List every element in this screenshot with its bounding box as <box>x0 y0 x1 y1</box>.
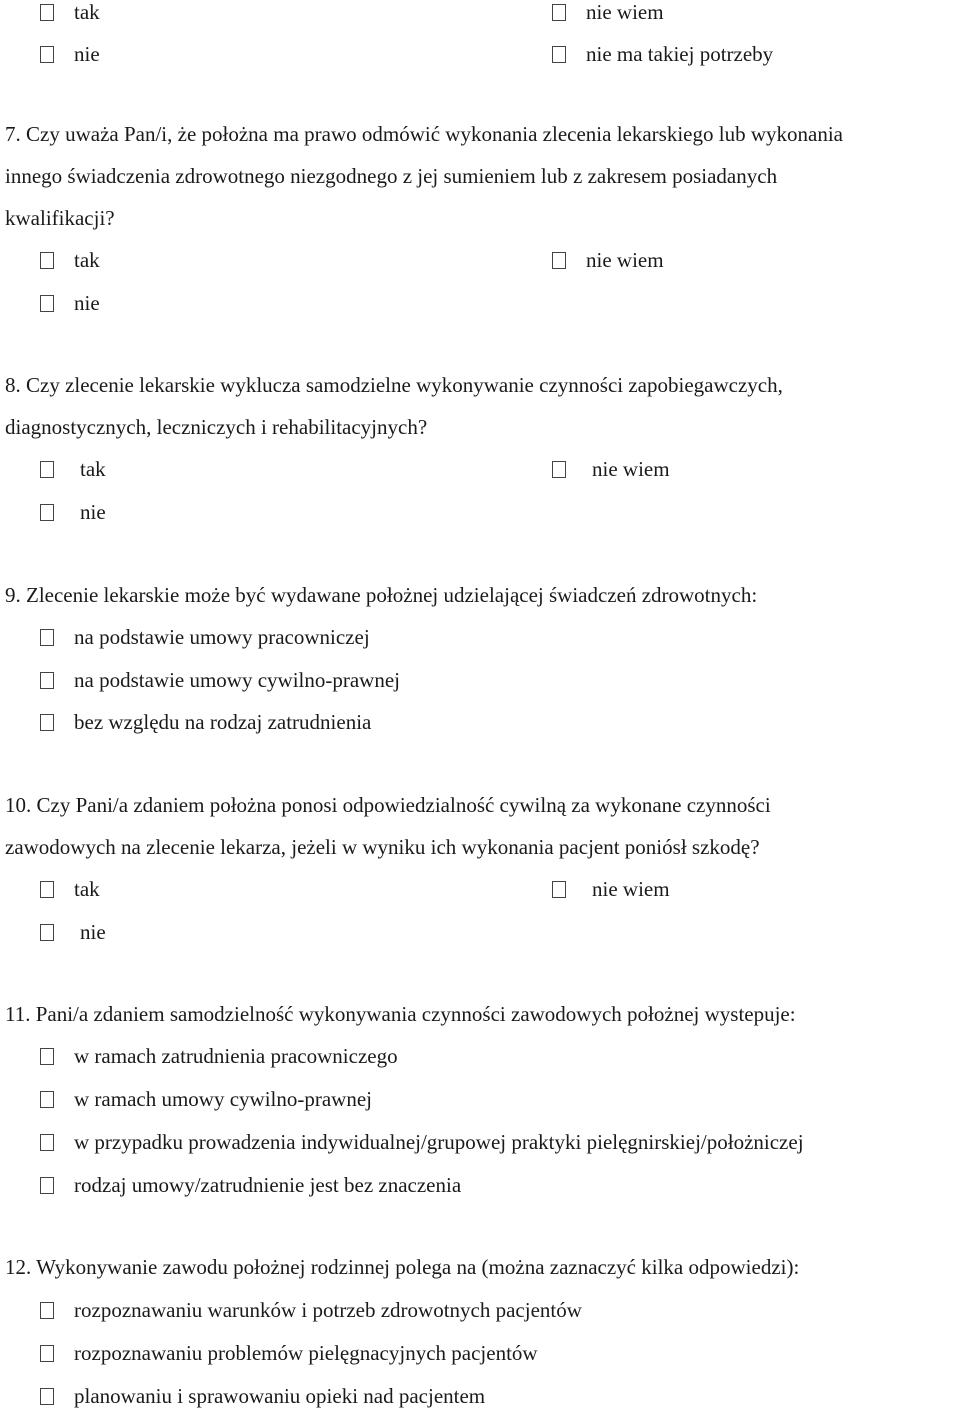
q8-option-tak[interactable] <box>40 457 106 481</box>
option-label: tak <box>74 248 100 272</box>
q9-option-3[interactable] <box>40 710 371 734</box>
question-11-line-1: 11. Pani/a zdaniem samodzielność wykonywania czynności zawodowych położnej wystepuje: <box>5 1002 796 1026</box>
checkbox[interactable] <box>40 295 54 312</box>
checkbox[interactable] <box>40 1048 54 1065</box>
checkbox[interactable] <box>40 252 54 269</box>
option-label: w ramach umowy cywilno-prawnej <box>74 1087 372 1111</box>
option-label: tak <box>74 877 100 901</box>
option-label: tak <box>74 0 100 24</box>
question-9-line-1: 9. Zlecenie lekarskie może być wydawane położnej udzielającej świadczeń zdrowotnych: <box>5 583 758 607</box>
option-nie-wiem[interactable] <box>552 0 664 24</box>
checkbox[interactable] <box>40 924 54 941</box>
option-label: nie wiem <box>592 457 670 481</box>
option-label: nie wiem <box>586 0 664 24</box>
question-7-line-3: kwalifikacji? <box>5 206 115 230</box>
q11-option-1[interactable] <box>40 1044 398 1068</box>
option-label: w przypadku prowadzenia indywidualnej/grupowej praktyki pielęgnirskiej/położniczej <box>74 1130 804 1154</box>
option-label: nie <box>74 42 100 66</box>
q11-option-2[interactable] <box>40 1087 372 1111</box>
option-label: nie ma takiej potrzeby <box>586 42 774 66</box>
option-label: nie <box>80 920 106 944</box>
q12-option-1[interactable] <box>40 1298 582 1322</box>
q8-option-nie[interactable] <box>40 500 106 524</box>
checkbox[interactable] <box>40 1134 54 1151</box>
checkbox[interactable] <box>552 881 566 898</box>
question-12-line-1: 12. Wykonywanie zawodu położnej rodzinnej polega na (można zaznaczyć kilka odpowiedzi): <box>5 1255 800 1279</box>
checkbox[interactable] <box>40 629 54 646</box>
checkbox[interactable] <box>40 1388 54 1405</box>
option-tak[interactable] <box>40 0 100 24</box>
question-7-line-1: 7. Czy uważa Pan/i, że położna ma prawo odmówić wykonania zlecenia lekarskiego lub wykonania <box>5 122 843 146</box>
q7-option-nie[interactable] <box>40 291 100 315</box>
q10-option-nie-wiem[interactable] <box>552 877 670 901</box>
q9-option-1[interactable] <box>40 625 370 649</box>
q10-option-nie[interactable] <box>40 920 106 944</box>
option-nie-ma-takiej-potrzeby[interactable] <box>552 42 773 66</box>
q9-option-2[interactable] <box>40 668 400 692</box>
checkbox[interactable] <box>40 1302 54 1319</box>
option-label: nie <box>80 500 106 524</box>
checkbox[interactable] <box>40 4 54 21</box>
option-label: na podstawie umowy pracowniczej <box>74 625 370 649</box>
checkbox[interactable] <box>552 46 566 63</box>
option-label: rodzaj umowy/zatrudnienie jest bez znaczenia <box>74 1173 462 1197</box>
checkbox[interactable] <box>40 881 54 898</box>
checkbox[interactable] <box>40 1177 54 1194</box>
q8-option-nie-wiem[interactable] <box>552 457 670 481</box>
checkbox[interactable] <box>40 672 54 689</box>
checkbox[interactable] <box>40 461 54 478</box>
option-label: nie wiem <box>586 248 664 272</box>
option-label: na podstawie umowy cywilno-prawnej <box>74 668 401 692</box>
question-10-line-2: zawodowych na zlecenie lekarza, jeżeli w wyniku ich wykonania pacjent poniósł szkodę? <box>5 835 760 859</box>
option-nie[interactable] <box>40 42 100 66</box>
checkbox[interactable] <box>552 4 566 21</box>
option-label: nie <box>74 291 100 315</box>
checkbox[interactable] <box>40 714 54 731</box>
option-label: rozpoznawaniu problemów pielęgnacyjnych pacjentów <box>74 1341 538 1365</box>
checkbox[interactable] <box>40 46 54 63</box>
option-label: rozpoznawaniu warunków i potrzeb zdrowotnych pacjentów <box>74 1298 582 1322</box>
q11-option-4[interactable] <box>40 1173 461 1197</box>
option-label: tak <box>80 457 106 481</box>
q12-option-2[interactable] <box>40 1341 538 1365</box>
option-label: nie wiem <box>592 877 670 901</box>
q7-option-nie-wiem[interactable] <box>552 248 664 272</box>
question-7-line-2: innego świadczenia zdrowotnego niezgodnego z jej sumieniem lub z zakresem posiadanych <box>5 164 778 188</box>
q12-option-3[interactable] <box>40 1384 485 1408</box>
checkbox[interactable] <box>40 1345 54 1362</box>
question-8-line-2: diagnostycznych, leczniczych i rehabilitacyjnych? <box>5 415 428 439</box>
q11-option-3[interactable] <box>40 1130 804 1154</box>
question-10-line-1: 10. Czy Pani/a zdaniem położna ponosi odpowiedzialność cywilną za wykonane czynności <box>5 793 771 817</box>
q10-option-tak[interactable] <box>40 877 100 901</box>
option-label: planowaniu i sprawowaniu opieki nad pacjentem <box>74 1384 486 1408</box>
option-label: w ramach zatrudnienia pracowniczego <box>74 1044 398 1068</box>
option-label: bez względu na rodzaj zatrudnienia <box>74 710 372 734</box>
q7-option-tak[interactable] <box>40 248 100 272</box>
checkbox[interactable] <box>552 461 566 478</box>
checkbox[interactable] <box>552 252 566 269</box>
checkbox[interactable] <box>40 504 54 521</box>
question-8-line-1: 8. Czy zlecenie lekarskie wyklucza samodzielne wykonywanie czynności zapobiegawczych, <box>5 373 783 397</box>
checkbox[interactable] <box>40 1091 54 1108</box>
